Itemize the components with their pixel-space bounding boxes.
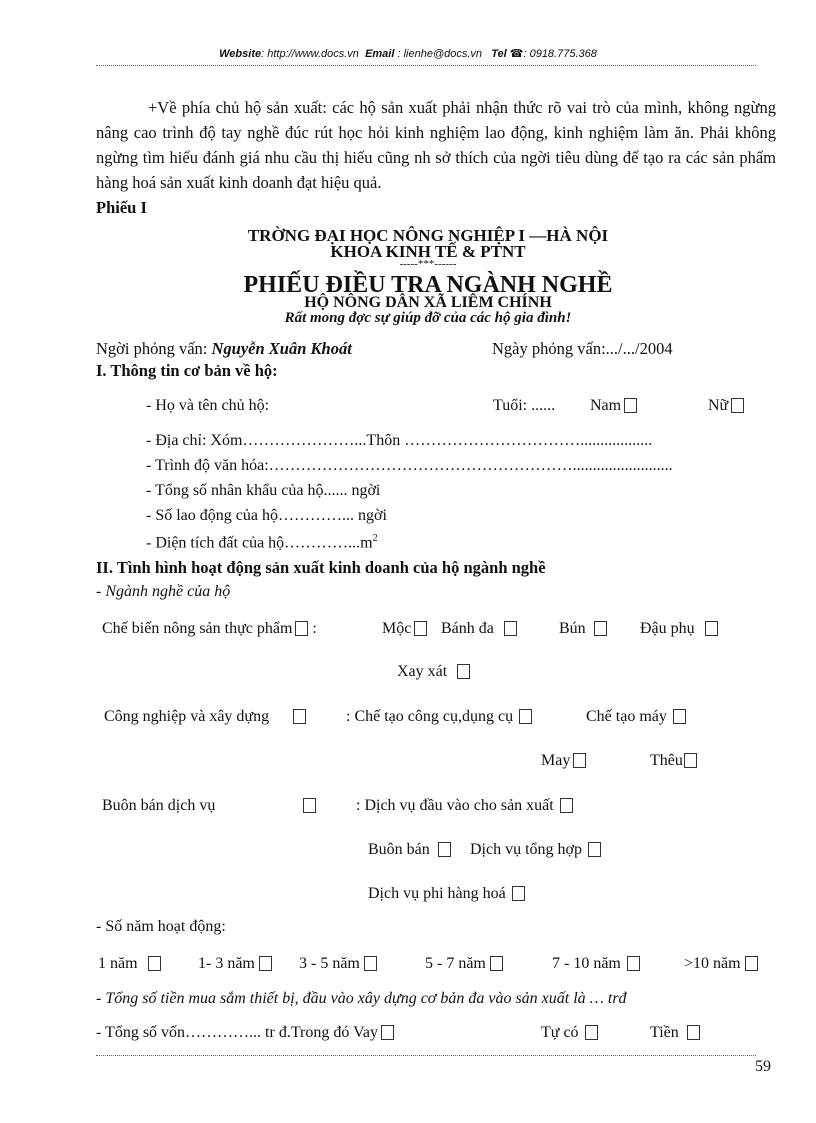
email-value: : lienhe@docs.vn	[394, 48, 483, 60]
cash-label: Tiền	[650, 1024, 679, 1041]
sewing-label: May	[541, 752, 571, 769]
male-label: Nam	[590, 397, 622, 414]
trading-label: Buôn bán	[368, 841, 430, 858]
land-area-field[interactable]	[146, 533, 378, 552]
non-goods-service-label: Dịch vụ phi hàng hoá	[368, 885, 506, 902]
embroidery-option	[650, 752, 697, 770]
faculty-name: KHOA KINH TẾ & PTNT	[330, 242, 526, 261]
interview-date: Ngày phỏng vấn:.../.../2004	[492, 339, 673, 358]
section2-title: II. Tình hình hoạt động sản xuất kinh doanh của hộ ngành nghề	[96, 558, 546, 577]
years-1-label: 1 năm	[98, 955, 138, 972]
years-1-3-checkbox[interactable]	[259, 956, 272, 971]
tools-checkbox[interactable]	[519, 709, 532, 724]
female-checkbox[interactable]	[731, 398, 744, 413]
input-service-checkbox[interactable]	[560, 798, 573, 813]
intro-paragraph: +Về phía chủ hộ sản xuất: các hộ sản xuất phải nhận thức rõ vai trò của mình, không ngừng nâng cao trình độ tay nghề đúc rút học hỏi kinh nghiệm lao động, kinh nghiệm làm ăn. Phải không ngừng tìm hiểu đánh giá nhu cầu thị hiếu cũng nh sở thích của ngời tiêu dùng để tạo ra các sản phẩm hàng hoá sản xuất kinh doanh đạt hiệu quả.	[96, 98, 776, 192]
tel-label: Tel	[491, 48, 507, 60]
agro-processing-option	[102, 620, 317, 638]
years-7-10	[552, 955, 640, 973]
milling-checkbox[interactable]	[457, 664, 470, 679]
male-checkbox[interactable]	[624, 398, 637, 413]
years-7-10-checkbox[interactable]	[627, 956, 640, 971]
input-service-option	[356, 797, 573, 815]
rice-paper-option	[441, 620, 517, 638]
agro-processing-checkbox[interactable]	[295, 621, 308, 636]
cash-checkbox[interactable]	[687, 1025, 700, 1040]
wood-checkbox[interactable]	[414, 621, 427, 636]
years-3-5-label: 3 - 5 năm	[299, 955, 360, 972]
years-3-5-checkbox[interactable]	[364, 956, 377, 971]
wood-label: Mộc	[382, 620, 412, 637]
interviewer-line	[96, 336, 352, 361]
land-area-label: - Diện tích đất của hộ…………...m	[146, 534, 373, 552]
interviewer-name: Nguyễn Xuân Khoát	[211, 339, 352, 358]
years-label: - Số năm hoạt động:	[96, 918, 226, 935]
rice-noodles-option	[559, 620, 607, 638]
trade-service-checkbox[interactable]	[303, 798, 316, 813]
input-service-label: : Dịch vụ đầu vào cho sản xuất	[356, 797, 554, 814]
investment-field[interactable]: - Tổng số tiền mua sắm thiết bị, đầu vào xây dựng cơ bản đa vào sản xuất là … trđ	[96, 990, 627, 1007]
website-label: Website	[219, 48, 262, 60]
agro-processing-label: Chế biến nông sản thực phẩm	[102, 620, 293, 637]
capital-field	[96, 1024, 394, 1042]
machines-option	[586, 708, 686, 726]
own-capital-option	[541, 1024, 598, 1042]
industry-checkbox[interactable]	[293, 709, 306, 724]
years-3-5	[299, 955, 377, 973]
university-name: TRỜNG ĐẠI HỌC NÔNG NGHIỆP I —HÀ NỘI	[247, 226, 609, 245]
gender-male	[590, 397, 637, 415]
form-title: PHIẾU ĐIỀU TRA NGÀNH NGHỀ	[243, 272, 613, 298]
female-label: Nữ	[708, 397, 729, 414]
form-subtitle: HỘ NÔNG DÂN XÃ LIÊM CHÍNH	[304, 294, 552, 311]
peanut-option	[640, 620, 718, 638]
rice-noodles-label: Bún	[559, 620, 586, 637]
milling-option	[397, 663, 470, 681]
labor-count-field[interactable]: - Số lao động của hộ…………... ngời	[146, 507, 387, 524]
education-field[interactable]: - Trình độ văn hóa:………………………………………………….........................	[146, 457, 673, 474]
industry-option	[104, 708, 306, 726]
embroidery-checkbox[interactable]	[684, 753, 697, 768]
trade-service-option	[102, 797, 316, 815]
milling-label: Xay xát	[397, 663, 448, 680]
email-label: Email	[365, 48, 395, 60]
general-service-label: Dịch vụ tổng hợp	[470, 841, 583, 858]
gender-female	[708, 397, 744, 415]
rice-noodles-checkbox[interactable]	[594, 621, 607, 636]
machines-label: Chế tạo máy	[586, 708, 667, 725]
years-5-7-checkbox[interactable]	[490, 956, 503, 971]
years-1-3-label: 1- 3 năm	[198, 955, 255, 972]
capital-label: - Tổng số vốn…………... tr đ.Trong đó Vay	[96, 1024, 378, 1041]
years-5-7-label: 5 - 7 năm	[425, 955, 486, 972]
trading-option	[368, 841, 451, 859]
embroidery-label: Thêu	[650, 752, 683, 769]
owner-name-label: - Họ và tên chủ hộ:	[146, 397, 270, 414]
tel-value: : 0918.775.368	[523, 48, 597, 60]
non-goods-service-option	[368, 885, 525, 903]
sewing-option	[541, 752, 586, 770]
phieu-label: Phiếu I	[96, 198, 147, 217]
cash-option	[650, 1024, 700, 1042]
years-1	[98, 955, 161, 973]
sewing-checkbox[interactable]	[573, 753, 586, 768]
page-header	[0, 47, 816, 60]
rice-paper-label: Bánh đa	[441, 620, 494, 637]
machines-checkbox[interactable]	[673, 709, 686, 724]
header-rule	[96, 65, 756, 66]
general-service-option	[470, 841, 601, 859]
non-goods-service-checkbox[interactable]	[512, 886, 525, 901]
rice-paper-checkbox[interactable]	[504, 621, 517, 636]
household-size-field[interactable]: - Tổng số nhân khẩu của hộ...... ngời	[146, 482, 381, 499]
years-10-plus	[684, 955, 758, 973]
land-area-unit-sup: 2	[372, 533, 378, 544]
website-value: : http://www.docs.vn	[261, 48, 359, 60]
address-field[interactable]: - Địa chỉ: Xóm…………………...Thôn ……………………………..................	[146, 432, 653, 449]
age-label: Tuổi: ......	[493, 397, 556, 414]
section1-title: I. Thông tin cơ bản về hộ:	[96, 361, 278, 380]
tools-label: : Chế tạo công cụ,dụng cụ	[346, 708, 514, 725]
title-ornament: -----***------	[399, 258, 457, 270]
section2-subtitle: - Ngành nghề của hộ	[96, 583, 231, 600]
years-7-10-label: 7 - 10 năm	[552, 955, 621, 972]
years-5-7	[425, 955, 503, 973]
peanut-checkbox[interactable]	[705, 621, 718, 636]
general-service-checkbox[interactable]	[588, 842, 601, 857]
years-1-checkbox[interactable]	[148, 956, 161, 971]
wood-option	[382, 620, 427, 638]
loan-checkbox[interactable]	[381, 1025, 394, 1040]
years-10-plus-label: >10 năm	[684, 955, 741, 972]
page-number: 59	[755, 1058, 771, 1075]
own-capital-checkbox[interactable]	[585, 1025, 598, 1040]
industry-label: Công nghiệp và xây dựng	[104, 708, 270, 725]
peanut-label: Đậu phụ	[640, 620, 695, 637]
footer-rule	[96, 1055, 756, 1056]
colon-label: :	[308, 620, 317, 637]
form-tagline: Rất mong đợc sự giúp đỡ của các hộ gia đình!	[284, 310, 572, 326]
tools-option	[346, 708, 532, 726]
years-1-3	[198, 955, 272, 973]
own-capital-label: Tự có	[541, 1024, 579, 1041]
years-10-plus-checkbox[interactable]	[745, 956, 758, 971]
trade-service-label: Buôn bán dịch vụ	[102, 797, 216, 814]
phone-icon: ☎	[509, 48, 524, 60]
trading-checkbox[interactable]	[438, 842, 451, 857]
interviewer-label: Ngời phỏng vấn:	[96, 339, 212, 358]
